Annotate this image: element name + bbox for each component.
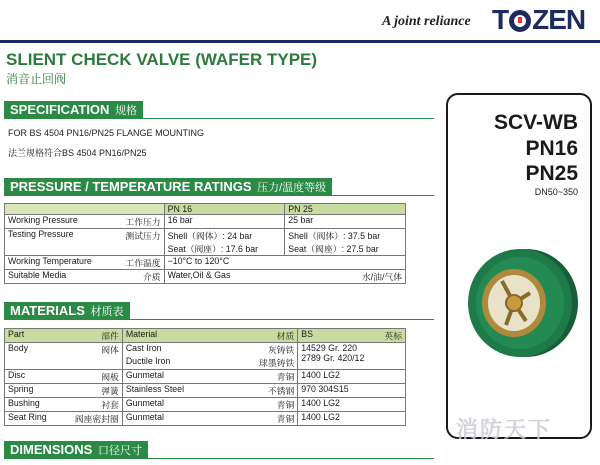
media-value-cn: 水/油/气体 bbox=[361, 272, 402, 282]
bs-standard: 14529 Gr. 220 bbox=[301, 343, 358, 353]
material-name-cn: 青铜 bbox=[276, 400, 295, 410]
table-row bbox=[5, 204, 406, 215]
model-number: SCV-WB bbox=[494, 111, 578, 134]
materials-table bbox=[4, 328, 406, 426]
material-name: Gunmetal bbox=[125, 412, 164, 422]
material-name-cn: 青铜 bbox=[276, 372, 295, 382]
column-header: Part bbox=[8, 329, 25, 339]
product-title: SLIENT CHECK VALVE (WAFER TYPE) bbox=[6, 50, 318, 69]
material-name-cn: 灰铸铁 bbox=[267, 345, 295, 355]
dimensions-heading bbox=[4, 441, 148, 459]
valve-hub-icon bbox=[506, 295, 522, 311]
size-range: DN50~350 bbox=[534, 187, 578, 197]
watermark: 消防天下 bbox=[456, 417, 553, 442]
product-title-cn: 消音止回阀 bbox=[6, 72, 67, 86]
part-name-cn: 阀体 bbox=[101, 345, 119, 355]
table-row bbox=[5, 329, 406, 343]
table-corner bbox=[5, 204, 165, 215]
table-row bbox=[5, 270, 406, 284]
materials-rule bbox=[4, 319, 434, 320]
part-name: Spring bbox=[8, 384, 34, 394]
table-cell: −10°C to 120°C bbox=[164, 256, 405, 270]
column-header-cn: 英标 bbox=[384, 331, 402, 341]
material-name: Cast Iron bbox=[125, 343, 162, 353]
specification-heading bbox=[4, 101, 143, 119]
product-panel bbox=[446, 93, 592, 439]
pressure-heading bbox=[4, 178, 332, 196]
spec-line-1: FOR BS 4504 PN16/PN25 FLANGE MOUNTING bbox=[8, 128, 205, 138]
row-label: Testing Pressure bbox=[8, 229, 74, 239]
column-header: Material bbox=[125, 329, 158, 339]
materials-heading bbox=[4, 302, 130, 320]
pressure-heading-en: PRESSURE / TEMPERATURE RATINGS bbox=[10, 179, 252, 194]
table-row bbox=[5, 384, 406, 398]
material-name-cn: 青铜 bbox=[276, 414, 295, 424]
row-label: Working Pressure bbox=[8, 215, 78, 225]
spec-line-2: 法兰规格符合BS 4504 PN16/PN25 bbox=[8, 148, 147, 158]
dimensions-rule bbox=[4, 458, 434, 459]
cell-line: Seat（阀座）: 27.5 bar bbox=[288, 244, 379, 254]
table-row bbox=[5, 229, 406, 256]
material-name: Stainless Steel bbox=[125, 384, 185, 394]
cell-line: Shell（阀体）: 37.5 bar bbox=[288, 231, 381, 241]
logo-ring-icon bbox=[509, 10, 531, 32]
specification-heading-en: SPECIFICATION bbox=[10, 102, 110, 117]
pressure-class-pn25: PN25 bbox=[525, 162, 578, 185]
row-label: Working Temperature bbox=[8, 256, 92, 266]
table-row bbox=[5, 398, 406, 412]
table-row bbox=[5, 256, 406, 270]
media-value: Water,Oil & Gas bbox=[167, 270, 231, 280]
pressure-heading-cn: 压力/温度等级 bbox=[257, 182, 327, 194]
part-name-cn: 弹簧 bbox=[101, 386, 119, 396]
part-name-cn: 阀板 bbox=[101, 372, 119, 382]
row-label-cn: 测试压力 bbox=[125, 231, 161, 241]
bs-standard: 1400 LG2 bbox=[298, 398, 406, 412]
material-name: Ductile Iron bbox=[125, 356, 171, 366]
table-row bbox=[5, 215, 406, 229]
brand-tagline: A joint reliance bbox=[382, 14, 471, 29]
part-name: Body bbox=[8, 343, 29, 353]
materials-heading-cn: 材质表 bbox=[90, 306, 124, 318]
dimensions-heading-cn: 口径尺寸 bbox=[97, 445, 142, 457]
valve-product-image bbox=[464, 245, 580, 361]
material-name-cn: 球墨铸铁 bbox=[259, 358, 295, 368]
material-name: Gunmetal bbox=[125, 370, 164, 380]
header-divider bbox=[0, 40, 600, 43]
dimensions-heading-en: DIMENSIONS bbox=[10, 442, 93, 457]
row-label-cn: 工作温度 bbox=[125, 258, 161, 268]
row-label-cn: 工作压力 bbox=[125, 217, 161, 227]
tozen-logo: T ZEN bbox=[492, 4, 586, 35]
bs-standard: 1400 LG2 bbox=[298, 370, 406, 384]
part-name-cn: 衬套 bbox=[101, 400, 119, 410]
column-header: PN 25 bbox=[285, 204, 406, 215]
bs-standard: 1400 LG2 bbox=[298, 412, 406, 426]
specification-rule bbox=[4, 118, 434, 119]
part-name: Seat Ring bbox=[8, 412, 47, 422]
column-header: PN 16 bbox=[164, 204, 285, 215]
column-header-cn: 材质 bbox=[276, 331, 295, 341]
pressure-rule bbox=[4, 195, 434, 196]
row-label: Suitable Media bbox=[8, 270, 67, 280]
table-cell: 16 bar bbox=[164, 215, 285, 229]
cell-line: Shell（阀体）: 24 bar bbox=[167, 231, 253, 241]
cell-line: Seat（阀座）: 17.6 bar bbox=[167, 244, 259, 254]
material-name: Gunmetal bbox=[125, 398, 164, 408]
part-name: Disc bbox=[8, 370, 26, 380]
table-row bbox=[5, 412, 406, 426]
pressure-class-pn16: PN16 bbox=[525, 137, 578, 160]
table-cell bbox=[285, 229, 406, 256]
table-cell: 25 bar bbox=[285, 215, 406, 229]
bs-standard: 970 304S15 bbox=[298, 384, 406, 398]
material-name-cn: 不锈钢 bbox=[267, 386, 295, 396]
table-cell bbox=[164, 229, 285, 256]
row-label-cn: 介质 bbox=[143, 272, 161, 282]
bs-standard: 2789 Gr. 420/12 bbox=[301, 353, 365, 363]
table-row bbox=[5, 370, 406, 384]
specification-heading-cn: 规格 bbox=[115, 105, 138, 117]
part-name-cn: 阀座密封圈 bbox=[74, 414, 119, 424]
column-header-cn: 部件 bbox=[101, 331, 119, 341]
materials-heading-en: MATERIALS bbox=[10, 303, 85, 318]
table-row bbox=[5, 343, 406, 370]
column-header: BS bbox=[301, 329, 313, 339]
part-name: Bushing bbox=[8, 398, 40, 408]
pressure-table bbox=[4, 203, 406, 284]
